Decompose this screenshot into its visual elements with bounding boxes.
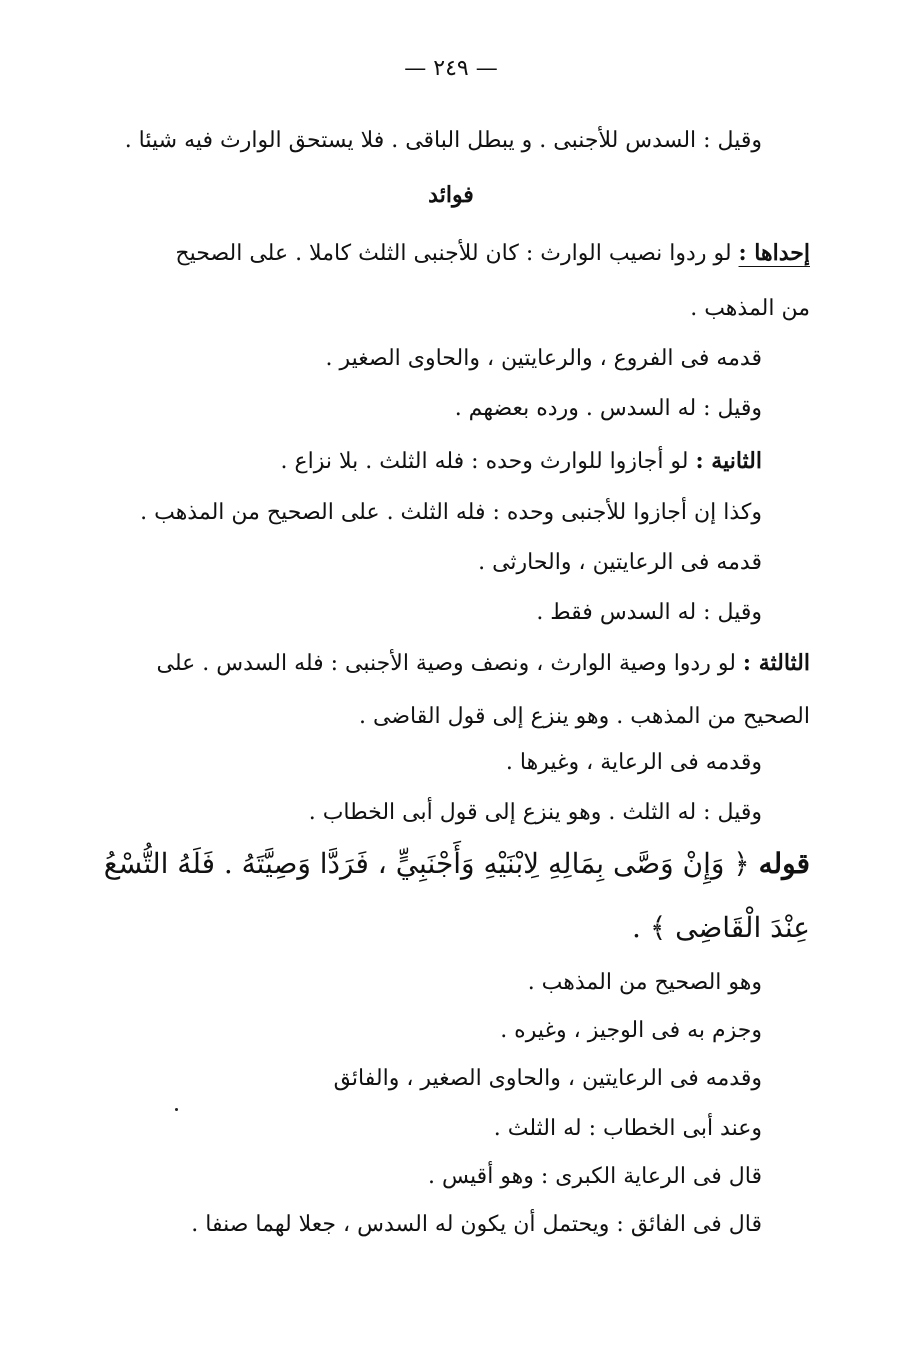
text-line: وقيل : السدس للأجنبى . و يبطل الباقى . فلا يستحق الوارث فيه شيئا . bbox=[124, 128, 762, 153]
item-text: لو أجازوا للوارث وحده : فله الثلث . بلا نزاع . bbox=[280, 449, 689, 474]
text-line: وقيل : له السدس فقط . bbox=[536, 600, 762, 625]
text-line: وجزم به فى الوجيز ، وغيره . bbox=[500, 1018, 762, 1043]
item-label: الثانية : bbox=[695, 448, 762, 474]
text-line: قال فى الفائق : ويحتمل أن يكون له السدس ، جعلا لهما صنفا . bbox=[191, 1212, 762, 1237]
text-line: وهو الصحيح من المذهب . bbox=[527, 970, 762, 995]
page-number: — ٢٤٩ — bbox=[404, 56, 498, 81]
item-label: إحداها : bbox=[738, 240, 810, 266]
ink-speck bbox=[175, 1108, 178, 1111]
text-line: الصحيح من المذهب . وهو ينزع إلى قول القاضى . bbox=[359, 704, 810, 729]
text-line: وقدمه فى الرعاية ، وغيرها . bbox=[505, 750, 762, 775]
text-line: من المذهب . bbox=[690, 296, 810, 321]
text-line: قدمه فى الرعايتين ، والحارثى . bbox=[478, 550, 762, 575]
text-line: وقدمه فى الرعايتين ، والحاوى الصغير ، والفائق bbox=[333, 1066, 762, 1091]
quote-line bbox=[103, 842, 810, 886]
quote-text: ﴿ وَإِنْ وَصَّى بِمَالِهِ لِابْنَيْهِ وَأَجْنَبِيٍّ ، فَرَدَّا وَصِيَّتَهُ . فَلَهُ التُّسْعُ bbox=[103, 847, 750, 880]
text-line: قدمه فى الفروع ، والرعايتين ، والحاوى الصغير . bbox=[325, 346, 762, 371]
quote-line: عِنْدَ الْقَاضِى ﴾ . bbox=[632, 911, 810, 944]
text-line bbox=[156, 646, 810, 681]
text-line: وقيل : له الثلث . وهو ينزع إلى قول أبى الخطاب . bbox=[308, 800, 762, 825]
text-line: وعند أبى الخطاب : له الثلث . bbox=[493, 1116, 762, 1141]
section-heading: فوائد bbox=[428, 182, 474, 208]
text-line: وكذا إن أجازوا للأجنبى وحده : فله الثلث . على الصحيح من المذهب . bbox=[140, 500, 762, 525]
text-line bbox=[281, 444, 762, 479]
item-label: الثالثة : bbox=[742, 650, 810, 676]
item-text: لو ردوا وصية الوارث ، ونصف وصية الأجنبى : فله السدس . على bbox=[156, 651, 736, 676]
text-line bbox=[170, 236, 810, 271]
quote-lead: قوله bbox=[758, 847, 810, 880]
item-text: لو ردوا نصيب الوارث : كان للأجنبى الثلث كاملا . على الصحيح bbox=[175, 241, 732, 266]
text-line: وقيل : له السدس . ورده بعضهم . bbox=[454, 396, 762, 421]
text-line: قال فى الرعاية الكبرى : وهو أقيس . bbox=[428, 1164, 762, 1189]
